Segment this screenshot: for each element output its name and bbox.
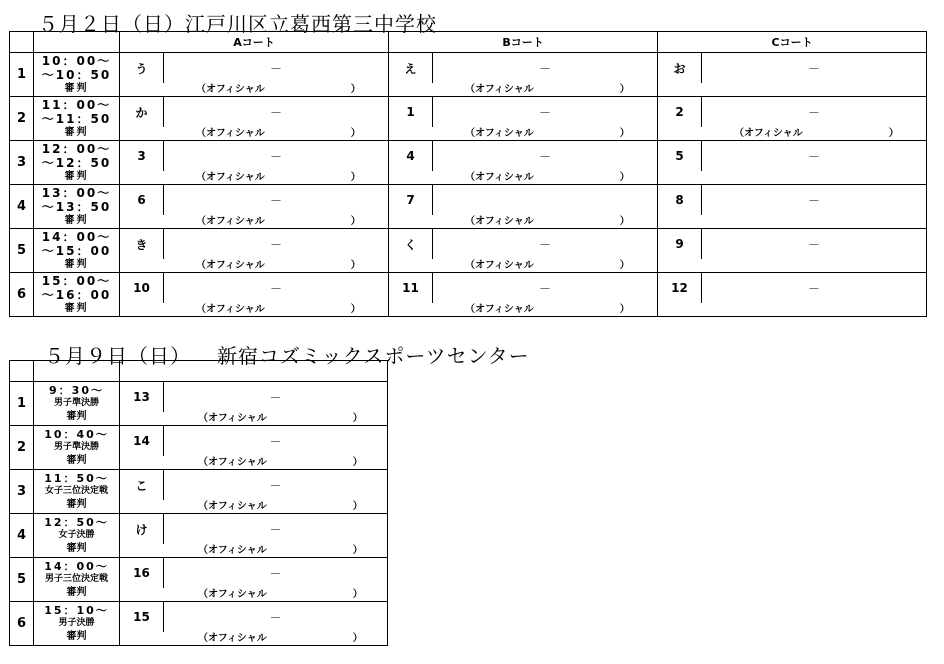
official-note	[389, 303, 658, 317]
official-close: ）	[619, 260, 630, 271]
slot-start-time: 10：00～	[41, 53, 112, 68]
official-open: （オフィシャル	[198, 589, 267, 600]
official-close: ）	[352, 457, 363, 468]
match-label: 男子決勝	[58, 618, 95, 628]
slot-number: 3	[10, 141, 34, 185]
official-note	[658, 215, 927, 229]
slot-row	[10, 426, 388, 457]
game-id: 14	[120, 426, 164, 457]
official-open: （オフィシャル	[198, 501, 267, 512]
official-open: （オフィシャル	[465, 260, 534, 271]
official-open: （オフィシャル	[196, 304, 265, 315]
referee-label: 審判	[66, 455, 87, 466]
slot-row	[10, 273, 927, 304]
slot-time	[34, 514, 120, 558]
slot-number: 5	[10, 558, 34, 602]
slot-end-time: ～11：50	[41, 111, 112, 126]
official-note	[120, 83, 389, 97]
game-id: 3	[120, 141, 164, 172]
official-close: ）	[352, 633, 363, 644]
court-a-header: Aコート	[120, 32, 389, 53]
court-b-header: Bコート	[389, 32, 658, 53]
slot-number: 6	[10, 602, 34, 646]
game-matchup: －	[164, 53, 389, 84]
game-id: 9	[658, 229, 702, 260]
slot-start-time: 14：00～	[44, 560, 109, 573]
game-id: け	[120, 514, 164, 545]
slot-time	[34, 185, 120, 229]
official-note	[389, 215, 658, 229]
section2-venue: 新宿コズミックスポーツセンター	[217, 344, 530, 368]
game-matchup: －	[702, 229, 927, 260]
official-close: ）	[350, 260, 361, 271]
game-matchup: －	[164, 382, 388, 413]
game-matchup: －	[164, 514, 388, 545]
slot-row	[10, 558, 388, 589]
game-matchup: －	[164, 229, 389, 260]
game-matchup: －	[433, 141, 658, 172]
slot-start-time: 10：40～	[44, 428, 109, 441]
slot-row	[10, 229, 927, 260]
official-note	[389, 171, 658, 185]
official-note	[658, 171, 927, 185]
slot-time	[34, 382, 120, 426]
official-open: （オフィシャル	[198, 633, 267, 644]
game-matchup	[433, 185, 658, 216]
game-id: き	[120, 229, 164, 260]
header-blank	[10, 32, 34, 53]
slot-number: 5	[10, 229, 34, 273]
slot-row	[10, 602, 388, 633]
slot-number: 4	[10, 185, 34, 229]
official-note	[658, 127, 927, 141]
section2-schedule-table	[9, 360, 388, 646]
section2-header-row	[10, 361, 388, 382]
official-note	[120, 412, 388, 426]
official-close: ）	[352, 589, 363, 600]
referee-label: 審判	[66, 411, 87, 422]
game-matchup: －	[164, 141, 389, 172]
referee-label: 審判	[66, 631, 87, 642]
game-id: 8	[658, 185, 702, 216]
slot-start-time: 12：00～	[41, 141, 112, 156]
official-note	[658, 83, 927, 97]
game-matchup: －	[164, 185, 389, 216]
game-id: く	[389, 229, 433, 260]
official-close: ）	[619, 216, 630, 227]
official-row	[10, 259, 927, 273]
referee-label: 審判	[66, 587, 87, 598]
slot-time	[34, 470, 120, 514]
game-id: う	[120, 53, 164, 84]
game-id: 1	[389, 97, 433, 128]
official-close: ）	[350, 172, 361, 183]
game-id: 16	[120, 558, 164, 589]
section1-schedule-table	[9, 31, 927, 317]
slot-start-time: 13：00～	[41, 185, 112, 200]
official-close: ）	[350, 128, 361, 139]
official-open: （オフィシャル	[198, 457, 267, 468]
official-open: （オフィシャル	[196, 260, 265, 271]
match-label: 男子準決勝	[53, 442, 99, 452]
game-id: 5	[658, 141, 702, 172]
referee-label: 審判	[64, 126, 89, 138]
slot-time	[34, 602, 120, 646]
official-close: ）	[619, 172, 630, 183]
slot-end-time: ～16：00	[41, 287, 112, 302]
official-note	[120, 544, 388, 558]
slot-row	[10, 141, 927, 172]
official-row	[10, 171, 927, 185]
official-row	[10, 127, 927, 141]
official-row	[10, 83, 927, 97]
slot-start-time: 11：50～	[44, 472, 109, 485]
game-id: 2	[658, 97, 702, 128]
slot-row	[10, 97, 927, 128]
official-close: ）	[350, 84, 361, 95]
game-id: 7	[389, 185, 433, 216]
section1-date: ５月２日（日）	[38, 12, 185, 36]
slot-number: 1	[10, 382, 34, 426]
game-matchup: －	[164, 470, 388, 501]
section2-date: ５月９日（日）	[44, 344, 191, 368]
official-open: （オフィシャル	[734, 128, 803, 139]
slot-time	[34, 426, 120, 470]
official-open: （オフィシャル	[465, 304, 534, 315]
official-open: （オフィシャル	[198, 545, 267, 556]
header-blank	[120, 361, 388, 382]
slot-number: 2	[10, 426, 34, 470]
slot-start-time: 9：30～	[49, 384, 104, 397]
game-id: え	[389, 53, 433, 84]
game-matchup: －	[433, 273, 658, 304]
game-id: 4	[389, 141, 433, 172]
slot-number: 4	[10, 514, 34, 558]
referee-label: 審判	[64, 214, 89, 226]
game-id: か	[120, 97, 164, 128]
official-note	[120, 303, 389, 317]
slot-start-time: 15：10～	[44, 604, 109, 617]
official-note	[120, 588, 388, 602]
official-close: ）	[350, 304, 361, 315]
slot-time	[34, 229, 120, 273]
match-label: 女子三位決定戦	[44, 486, 108, 496]
game-matchup: －	[702, 141, 927, 172]
official-close: ）	[619, 84, 630, 95]
match-label: 女子決勝	[58, 530, 95, 540]
official-note	[120, 215, 389, 229]
official-close: ）	[352, 545, 363, 556]
slot-row	[10, 470, 388, 501]
game-id: 15	[120, 602, 164, 633]
slot-end-time: ～15：00	[41, 243, 112, 258]
game-id: 10	[120, 273, 164, 304]
header-blank	[34, 32, 120, 53]
official-note	[389, 127, 658, 141]
slot-end-time: ～10：50	[41, 67, 112, 82]
slot-start-time: 12：50～	[44, 516, 109, 529]
official-open: （オフィシャル	[196, 128, 265, 139]
game-id: 11	[389, 273, 433, 304]
official-open: （オフィシャル	[196, 84, 265, 95]
official-note	[120, 456, 388, 470]
game-matchup: －	[433, 97, 658, 128]
referee-label: 審判	[64, 82, 89, 94]
referee-label: 審判	[66, 543, 87, 554]
game-matchup: －	[164, 602, 388, 633]
official-open: （オフィシャル	[198, 413, 267, 424]
slot-time	[34, 558, 120, 602]
official-note	[389, 83, 658, 97]
official-open: （オフィシャル	[196, 216, 265, 227]
official-open: （オフィシャル	[465, 84, 534, 95]
court-header-row	[10, 32, 927, 53]
slot-start-time: 15：00～	[41, 273, 112, 288]
slot-start-time: 14：00～	[41, 229, 112, 244]
slot-number: 6	[10, 273, 34, 317]
slot-time	[34, 53, 120, 97]
game-matchup: －	[702, 273, 927, 304]
official-note	[120, 127, 389, 141]
slot-end-time: ～13：50	[41, 199, 112, 214]
header-blank	[34, 361, 120, 382]
game-id: 6	[120, 185, 164, 216]
court-c-header: Cコート	[658, 32, 927, 53]
slot-row	[10, 382, 388, 413]
game-matchup: －	[164, 558, 388, 589]
game-matchup: －	[164, 426, 388, 457]
official-note	[389, 259, 658, 273]
game-id: 12	[658, 273, 702, 304]
official-note	[120, 500, 388, 514]
official-open: （オフィシャル	[465, 128, 534, 139]
header-blank	[10, 361, 34, 382]
official-note	[120, 632, 388, 646]
game-id: 13	[120, 382, 164, 413]
official-note	[658, 303, 927, 317]
slot-number: 2	[10, 97, 34, 141]
game-matchup: －	[702, 97, 927, 128]
game-id: お	[658, 53, 702, 84]
referee-label: 審判	[64, 170, 89, 182]
slot-time	[34, 97, 120, 141]
slot-end-time: ～12：50	[41, 155, 112, 170]
official-close: ）	[619, 128, 630, 139]
official-close: ）	[352, 501, 363, 512]
official-row	[10, 303, 927, 317]
slot-number: 1	[10, 53, 34, 97]
referee-label: 審判	[64, 258, 89, 270]
game-matchup: －	[702, 185, 927, 216]
game-matchup: －	[702, 53, 927, 84]
official-open: （オフィシャル	[465, 216, 534, 227]
official-open: （オフィシャル	[196, 172, 265, 183]
official-close: ）	[888, 128, 899, 139]
slot-row	[10, 514, 388, 545]
official-close: ）	[619, 304, 630, 315]
slot-row	[10, 185, 927, 216]
slot-time	[34, 273, 120, 317]
game-matchup: －	[164, 273, 389, 304]
official-row	[10, 215, 927, 229]
official-note	[120, 171, 389, 185]
game-matchup: －	[433, 229, 658, 260]
match-label: 男子三位決定戦	[44, 574, 108, 584]
official-close: ）	[350, 216, 361, 227]
referee-label: 審判	[66, 499, 87, 510]
game-id: こ	[120, 470, 164, 501]
slot-number: 3	[10, 470, 34, 514]
slot-time	[34, 141, 120, 185]
official-note	[658, 259, 927, 273]
slot-row	[10, 53, 927, 84]
official-note	[120, 259, 389, 273]
slot-start-time: 11：00～	[41, 97, 112, 112]
game-matchup: －	[433, 53, 658, 84]
match-label: 男子準決勝	[53, 398, 99, 408]
official-close: ）	[352, 413, 363, 424]
referee-label: 審判	[64, 302, 89, 314]
official-open: （オフィシャル	[465, 172, 534, 183]
section1-venue: 江戸川区立葛西第三中学校	[185, 12, 437, 36]
game-matchup: －	[164, 97, 389, 128]
